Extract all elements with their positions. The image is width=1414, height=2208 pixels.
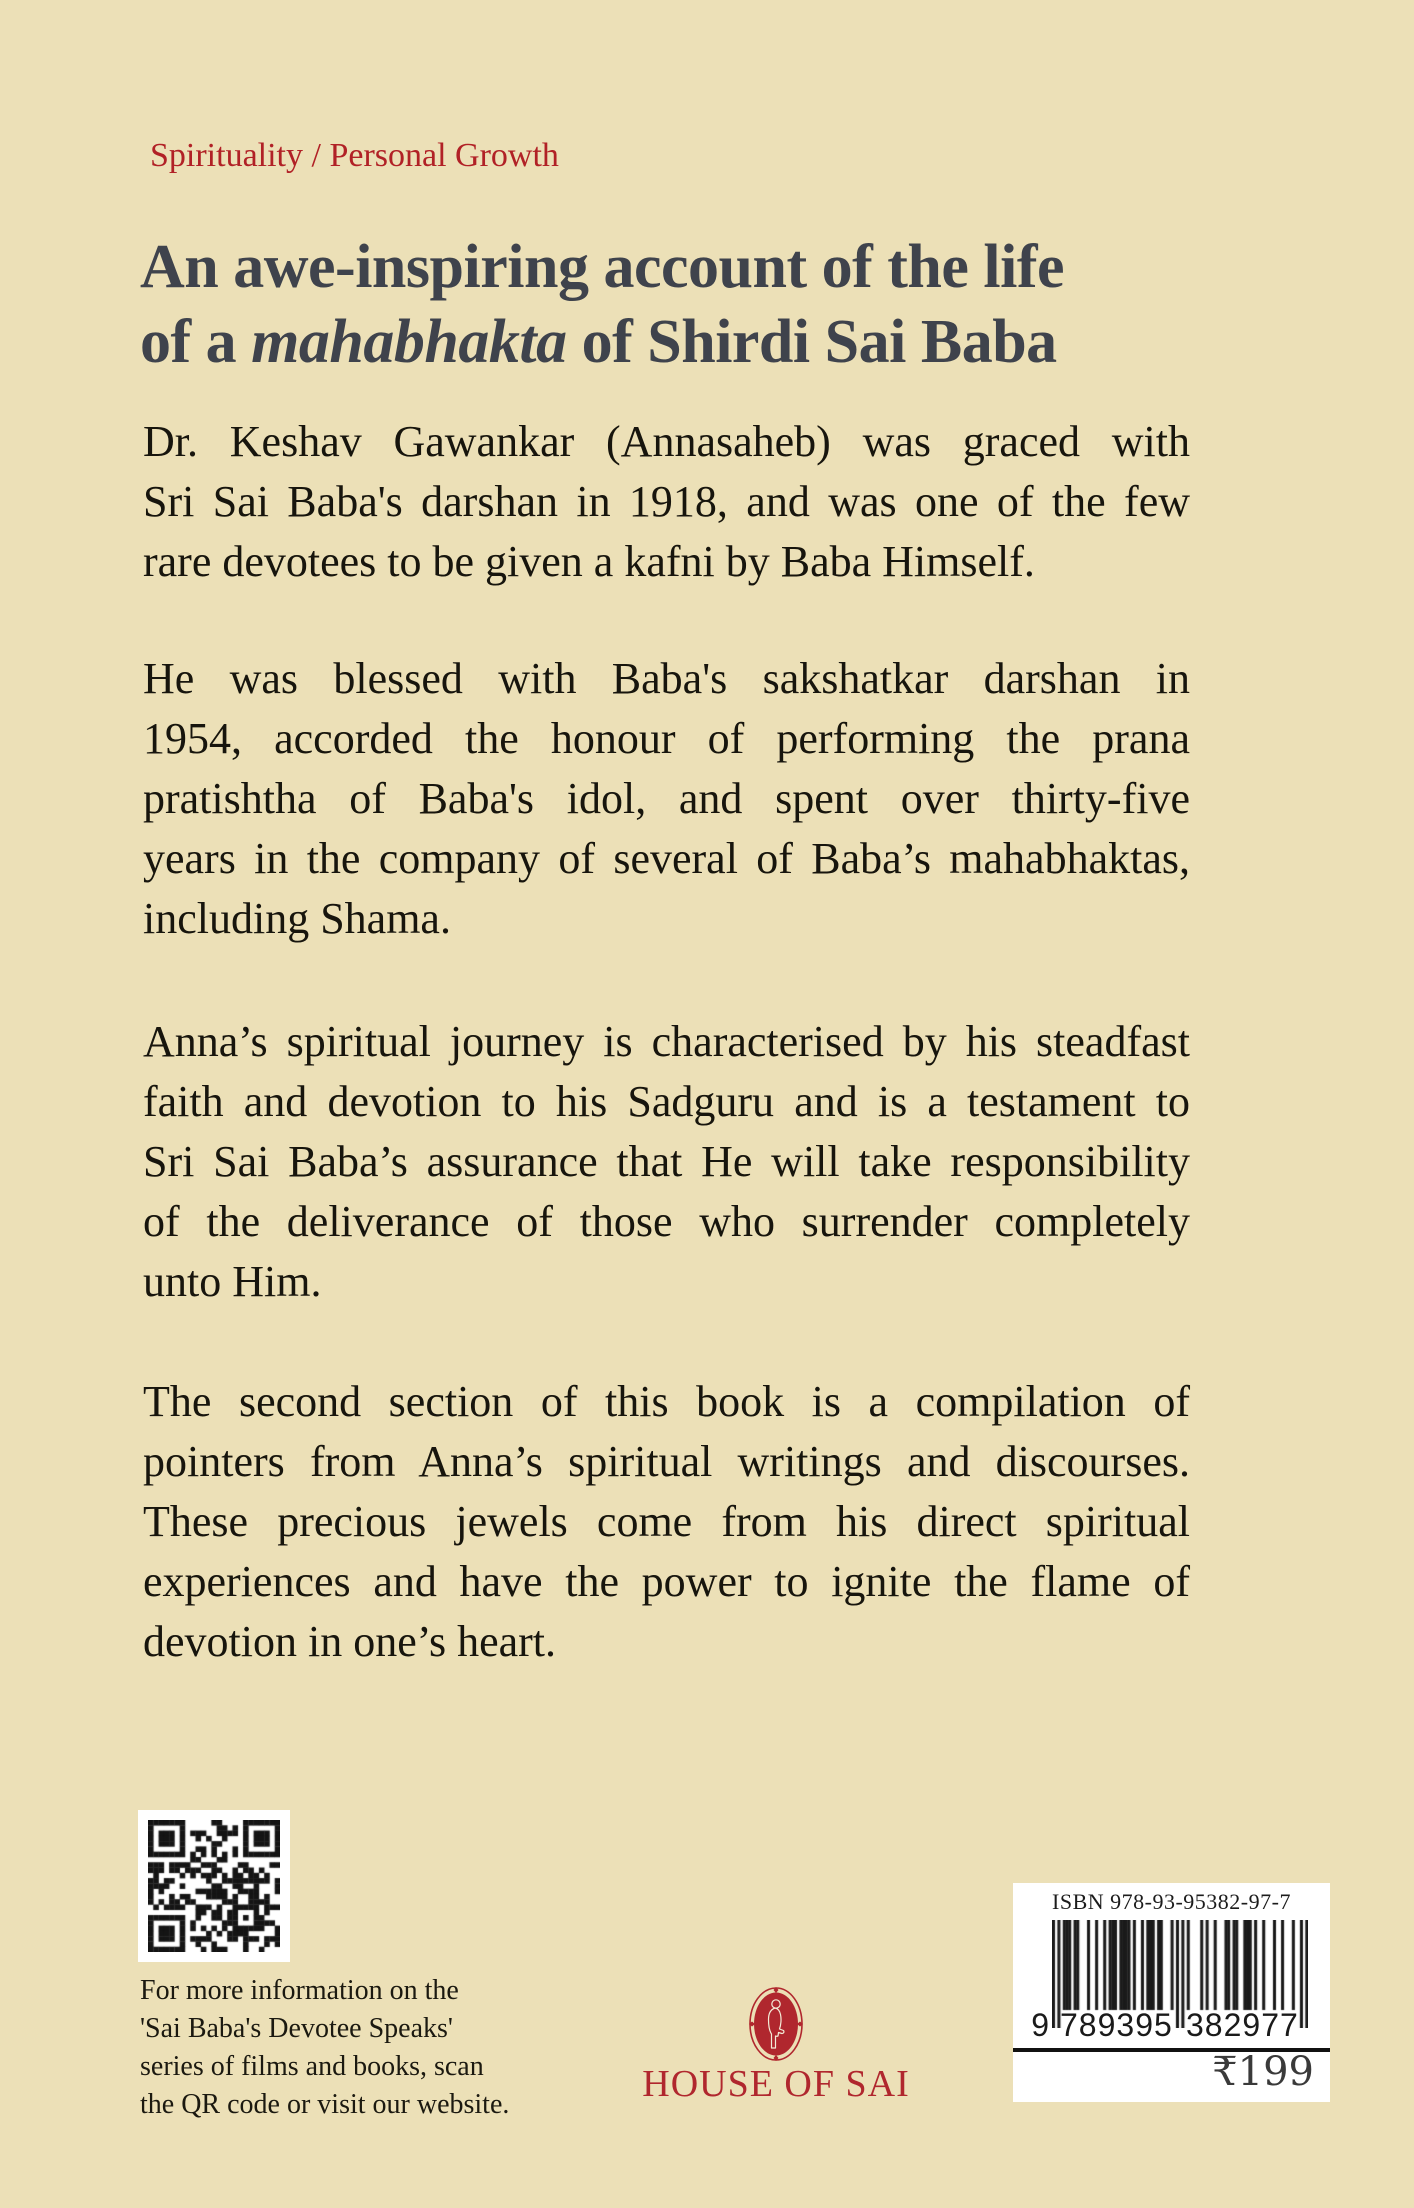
publisher-logo xyxy=(626,1986,926,2104)
headline-line-2 xyxy=(140,305,1064,380)
paragraph-4-line-2: pointers from Anna’s spiritual writings and discourses. xyxy=(143,1437,1190,1486)
paragraph-2-line-1: He was blessed with Baba's sakshatkar darshan in xyxy=(143,654,1190,703)
paragraph-3-line-2: faith and devotion to his Sadguru and is a testament to xyxy=(143,1077,1190,1126)
paragraph-1-line-1: Dr. Keshav Gawankar (Annasaheb) was graced with xyxy=(143,417,1190,466)
paragraph-2-line-3: pratishtha of Baba's idol, and spent over thirty-five xyxy=(143,774,1190,823)
qr-code-tile xyxy=(138,1810,290,1962)
qr-code-icon xyxy=(148,1820,280,1952)
category-label: Spirituality / Personal Growth xyxy=(150,137,559,174)
paragraph-1 xyxy=(143,412,1190,592)
isbn-barcode-block xyxy=(1013,1883,1330,2102)
paragraph-4 xyxy=(143,1372,1190,1672)
sai-baba-seated-figure-icon xyxy=(748,1986,804,2062)
headline-line-2-pre: of a xyxy=(140,308,252,376)
barcode-digits-right: 382977 xyxy=(1186,2007,1299,2043)
paragraph-3-line-5: unto Him. xyxy=(143,1257,322,1306)
paragraph-3 xyxy=(143,1012,1190,1312)
paragraph-1-line-3: rare devotees to be given a kafni by Baba Himself. xyxy=(143,537,1035,586)
price-label: ₹199 xyxy=(1212,2049,1314,2095)
headline-line-2-post: of Shirdi Sai Baba xyxy=(566,308,1057,376)
qr-note xyxy=(140,1972,620,2124)
qr-note-line-1: For more information on the xyxy=(140,1975,459,2006)
qr-note-line-3: series of films and books, scan xyxy=(140,2051,484,2082)
isbn-label: ISBN 978-93-95382-97-7 xyxy=(1052,1889,1291,1914)
paragraph-4-line-3: These precious jewels come from his direct spiritual xyxy=(143,1497,1190,1546)
paragraph-2-line-5: including Shama. xyxy=(143,894,451,943)
paragraph-3-line-4: of the deliverance of those who surrender completely xyxy=(143,1197,1190,1246)
paragraph-2 xyxy=(143,649,1190,949)
headline xyxy=(140,230,1064,380)
paragraph-4-line-4: experiences and have the power to ignite the flame of xyxy=(143,1557,1190,1606)
paragraph-2-line-4: years in the company of several of Baba’s mahabhaktas, xyxy=(143,834,1190,883)
headline-italic-word: mahabhakta xyxy=(251,308,567,376)
paragraph-3-line-1: Anna’s spiritual journey is characterised by his steadfast xyxy=(143,1017,1190,1066)
qr-note-line-4: the QR code or visit our website. xyxy=(140,2089,510,2120)
paragraph-2-line-2: 1954, accorded the honour of performing the prana xyxy=(143,714,1190,763)
paragraph-1-line-2: Sri Sai Baba's darshan in 1918, and was one of the few xyxy=(143,477,1190,526)
barcode-digits-left: 789395 xyxy=(1060,2007,1173,2043)
paragraph-3-line-3: Sri Sai Baba’s assurance that He will take responsibility xyxy=(143,1137,1190,1186)
paragraph-4-line-1: The second section of this book is a compilation of xyxy=(143,1377,1190,1426)
paragraph-4-line-5: devotion in one’s heart. xyxy=(143,1617,557,1666)
barcode-digit-first: 9 xyxy=(1031,2007,1049,2043)
body-copy xyxy=(143,412,1190,1672)
qr-note-line-2: 'Sai Baba's Devotee Speaks' xyxy=(140,2013,453,2044)
publisher-wordmark: HOUSE OF SAI xyxy=(642,2063,910,2105)
headline-line-1: An awe-inspiring account of the life xyxy=(140,233,1065,301)
